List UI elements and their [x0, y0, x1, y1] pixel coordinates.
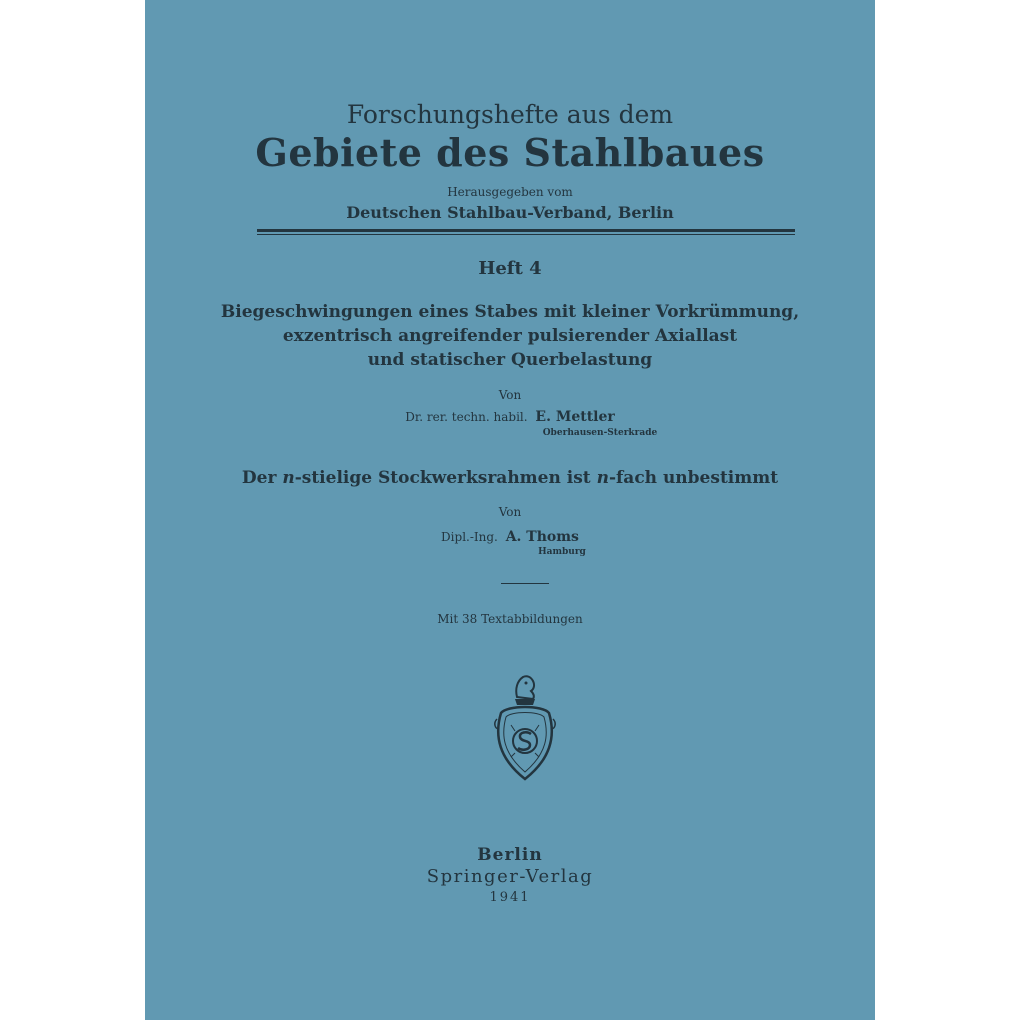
article2-author-name: A. Thoms — [505, 529, 579, 545]
book-cover — [145, 0, 875, 1020]
article2-title-part: -stielige Stockwerksrahmen ist — [294, 468, 597, 488]
article2-author-place: Hamburg — [538, 547, 586, 557]
figures-note: Mit 38 Textabbildungen — [437, 612, 583, 626]
editor-note: Herausgegeben vom — [447, 185, 573, 199]
springer-knight-logo-icon — [493, 673, 557, 785]
article1-title-line: und statischer Querbelastung — [367, 350, 653, 370]
imprint-city: Berlin — [477, 845, 543, 865]
series-title-line1: Forschungshefte aus dem — [346, 100, 674, 129]
article2-title — [145, 468, 875, 488]
series-title-line2: Gebiete des Stahlbaues — [255, 130, 765, 175]
editor-organization: Deutschen Stahlbau-Verband, Berlin — [346, 203, 674, 222]
article2-title-variable: n — [282, 468, 295, 488]
title-rule-thick — [257, 229, 795, 232]
imprint-publisher: Springer-Verlag — [426, 866, 594, 887]
issue-number: Heft 4 — [478, 258, 542, 279]
article1-author-place: Oberhausen-Sterkrade — [542, 428, 658, 438]
article1-title-line: Biegeschwingungen eines Stabes mit kleiner Vorkrümmung, — [220, 302, 800, 322]
imprint-year: 1941 — [489, 890, 531, 905]
article1-author-name: E. Mettler — [535, 409, 615, 425]
article1-by: Von — [498, 388, 522, 402]
article2-by: Von — [498, 505, 522, 519]
article2-title-part: Der — [241, 468, 283, 488]
article2-author-title: Dipl.-Ing. — [441, 530, 498, 544]
title-rule-thin — [257, 234, 795, 235]
article1-title — [145, 300, 875, 372]
article1-author — [145, 409, 875, 425]
article1-author-title: Dr. rer. techn. habil. — [405, 410, 528, 424]
separator-rule — [501, 583, 549, 584]
article1-title-line: exzentrisch angreifender pulsierender Axiallast — [282, 326, 738, 346]
article2-title-variable: n — [596, 468, 609, 488]
article2-title-part: -fach unbestimmt — [608, 468, 779, 488]
article2-author — [145, 529, 875, 545]
